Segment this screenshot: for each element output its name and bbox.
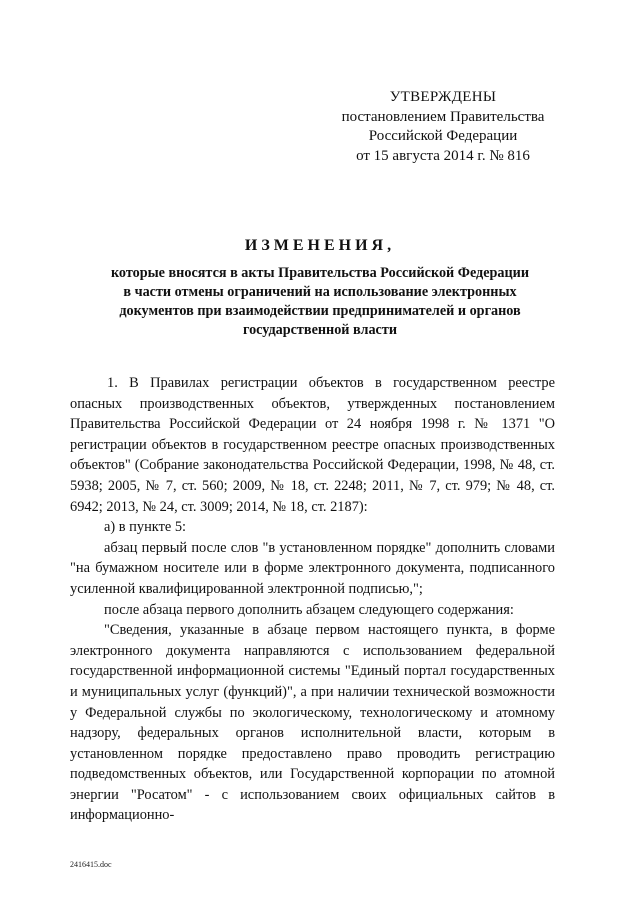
subtitle-line-2: в части отмены ограничений на использование электронных <box>123 284 517 300</box>
paragraph-1: 1. В Правилах регистрации объектов в государственном реестре опасных производственных объектов, утвержденных постановлением Правительства Российской Федерации от 24 ноября 1998 г. № 1371 "О регистрации объектов в государственном реестре опасных производственных объектов" (Собрание законодательства Российской Федерации, 1998, № 48, ст. 5938; 2005, № 7, ст. 560; 2009, № 18, ст. 2248; 2011, № 7, ст. 979; № 48, ст. 6942; 2013, № 24, ст. 3009; 2014, № 18, ст. 2187): <box>70 375 555 515</box>
file-name-footer: 2416415.doc <box>70 860 112 869</box>
document-title: ИЗМЕНЕНИЯ, <box>244 237 396 254</box>
approval-heading: УТВЕРЖДЕНЫ <box>389 89 497 105</box>
paragraph-5: "Сведения, указанные в абзаце первом настоящего пункта, в форме электронного документа направляются с использованием федеральной государственной информационной системы "Единый портал государственных и муниципальных услуг (функций)", а при наличии технической возможности у Федеральной службы по экологическому, технологическому и атомному надзору, федеральных органов исполнительной власти, которым в установленном порядке предоставлено право проводить регистрацию подведомственных объектов, или Государственной корпорации по атомной энергии "Росатом" - с использованием своих официальных сайтов в информационно- <box>70 622 555 824</box>
subtitle-line-4: государственной власти <box>242 322 397 338</box>
approval-line-2: Российской Федерации <box>368 128 518 144</box>
paragraph-2: а) в пункте 5: <box>104 519 187 536</box>
paragraph-3: абзац первый после слов "в установленном порядке" дополнить словами "на бумажном носителе или в форме электронного документа, подписанного усиленной квалифицированной электронной подписью,"; <box>70 539 555 597</box>
approval-stamp <box>318 88 568 166</box>
document-subtitle <box>70 264 570 340</box>
subtitle-line-1: которые вносятся в акты Правительства Российской Федерации <box>110 265 530 281</box>
approval-line-1: постановлением Правительства <box>341 108 545 125</box>
subtitle-line-3: документов при взаимодействии предпринимателей и органов <box>119 303 521 319</box>
document-body <box>70 373 555 826</box>
approval-line-3: от 15 августа 2014 г. № 816 <box>356 147 530 164</box>
paragraph-4: после абзаца первого дополнить абзацем следующего содержания: <box>104 601 514 618</box>
